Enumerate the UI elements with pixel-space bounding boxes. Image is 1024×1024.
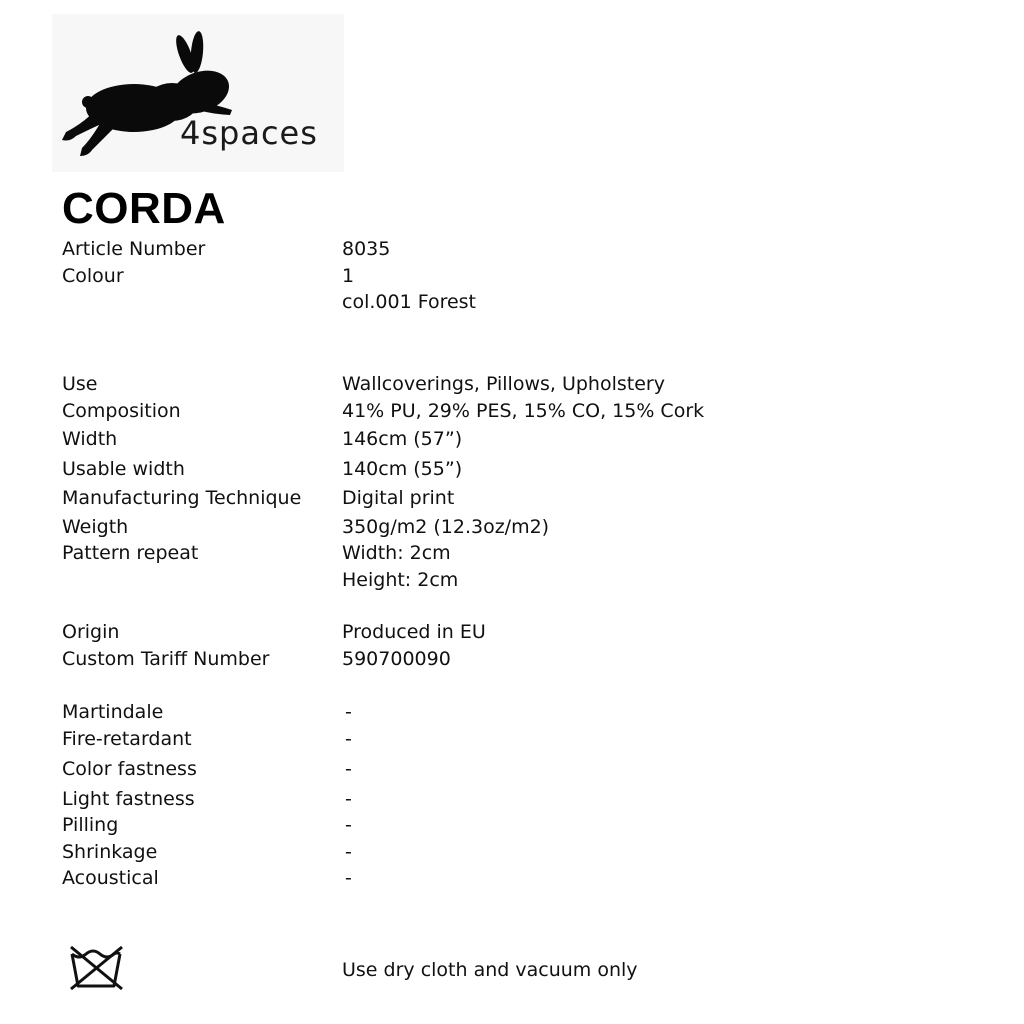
spec-row-acoustical <box>0 867 1024 893</box>
spec-value: - <box>345 814 352 836</box>
spec-row-fire-retardant <box>0 728 1024 754</box>
spec-value: Height: 2cm <box>342 569 459 591</box>
spec-label: Weigth <box>62 516 129 538</box>
spec-row-shrinkage <box>0 841 1024 867</box>
spec-label: Width <box>62 428 118 450</box>
spec-label: Usable width <box>62 458 185 480</box>
spec-row-martindale <box>0 701 1024 727</box>
spec-label: Light fastness <box>62 788 195 810</box>
spec-row-use <box>0 373 1024 399</box>
spec-value: 1 <box>342 265 355 287</box>
spec-value: - <box>345 841 352 863</box>
spec-label: Manufacturing Technique <box>62 487 302 509</box>
care-instruction: Use dry cloth and vacuum only <box>342 959 638 981</box>
spec-label: Shrinkage <box>62 841 158 863</box>
spec-label: Pilling <box>62 814 119 836</box>
spec-label: Acoustical <box>62 867 159 889</box>
brand-logo <box>52 14 344 172</box>
spec-value: 590700090 <box>342 648 451 670</box>
spec-row-pilling <box>0 814 1024 840</box>
spec-value: Produced in EU <box>342 621 486 643</box>
spec-row-usable-width <box>0 458 1024 484</box>
spec-row-tariff-number <box>0 648 1024 674</box>
spec-value: 41% PU, 29% PES, 15% CO, 15% Cork <box>342 400 705 422</box>
spec-label: Composition <box>62 400 181 422</box>
spec-row-light-fastness <box>0 788 1024 814</box>
spec-value: 350g/m2 (12.3oz/m2) <box>342 516 550 538</box>
spec-value: 140cm (55”) <box>342 458 463 480</box>
spec-label: Use <box>62 373 98 395</box>
spec-value: Wallcoverings, Pillows, Upholstery <box>342 373 665 395</box>
spec-row-origin <box>0 621 1024 647</box>
spec-value: col.001 Forest <box>342 291 477 313</box>
spec-label: Fire-retardant <box>62 728 192 750</box>
spec-row-width <box>0 428 1024 454</box>
spec-row-colour <box>0 265 1024 291</box>
product-title: CORDA <box>62 184 226 233</box>
spec-row-pattern-height <box>0 569 1024 595</box>
spec-row-colour-name <box>0 291 1024 317</box>
spec-value: 8035 <box>342 238 391 260</box>
spec-label: Color fastness <box>62 758 197 780</box>
spec-value: Width: 2cm <box>342 542 451 564</box>
spec-value: - <box>345 867 352 889</box>
do-not-wash-icon <box>68 944 126 996</box>
brand-name: 4spaces <box>180 114 318 152</box>
spec-row-weight <box>0 516 1024 542</box>
spec-value: - <box>345 788 352 810</box>
spec-row-manufacturing-technique <box>0 487 1024 513</box>
spec-row-article-number <box>0 238 1024 264</box>
spec-label: Martindale <box>62 701 164 723</box>
spec-label: Pattern repeat <box>62 542 199 564</box>
spec-value: - <box>345 758 352 780</box>
spec-value: Digital print <box>342 487 455 509</box>
spec-row-color-fastness <box>0 758 1024 784</box>
spec-row-pattern-repeat <box>0 542 1024 568</box>
spec-label: Article Number <box>62 238 206 260</box>
spec-label: Origin <box>62 621 120 643</box>
spec-row-composition <box>0 400 1024 426</box>
spec-value: - <box>345 701 352 723</box>
spec-value: - <box>345 728 352 750</box>
spec-value: 146cm (57”) <box>342 428 463 450</box>
spec-label: Colour <box>62 265 124 287</box>
spec-label: Custom Tariff Number <box>62 648 270 670</box>
